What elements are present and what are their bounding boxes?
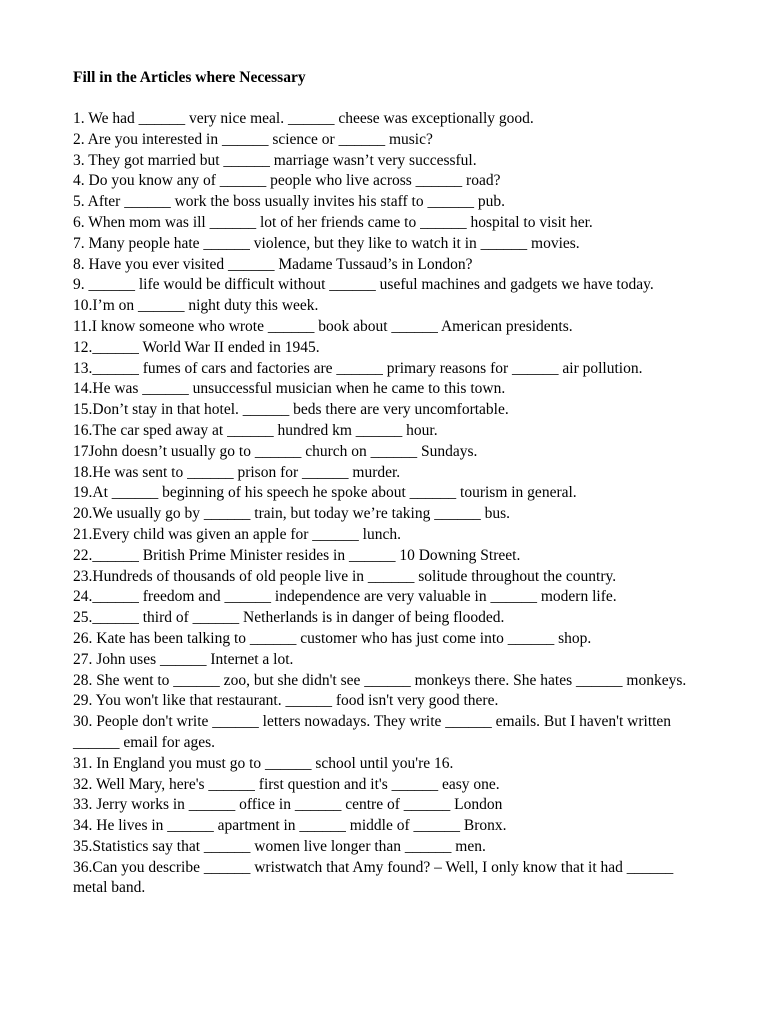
exercise-item: 3. They got married but ______ marriage wasn’t very successful. [73,151,477,169]
exercise-item: 28. She went to ______ zoo, but she didn't see ______ monkeys there. She hates ______ monkeys. [73,671,687,689]
exercise-item: 36.Can you describe ______ wristwatch that Amy found? – Well, I only know that it had ______ metal band. [73,858,674,897]
exercise-item: 26. Kate has been talking to ______ customer who has just come into ______ shop. [73,629,592,647]
exercise-item: 9. ______ life would be difficult without ______ useful machines and gadgets we have today. [73,276,654,294]
exercise-item: 34. He lives in ______ apartment in ______ middle of ______ Bronx. [73,817,507,835]
exercise-item: 27. John uses ______ Internet a lot. [73,650,294,668]
exercise-item: 16.The car sped away at ______ hundred km ______ hour. [73,421,438,439]
exercise-item: 5. After ______ work the boss usually invites his staff to ______ pub. [73,193,505,211]
exercise-item: 6. When mom was ill ______ lot of her friends came to ______ hospital to visit her. [73,213,593,231]
exercise-item: 19.At ______ beginning of his speech he spoke about ______ tourism in general. [73,484,577,502]
exercise-item: 35.Statistics say that ______ women live longer than ______ men. [73,837,486,855]
exercise-item: 25.______ third of ______ Netherlands is in danger of being flooded. [73,609,505,627]
exercise-item: 21.Every child was given an apple for ______ lunch. [73,525,401,543]
exercise-item: 15.Don’t stay in that hotel. ______ beds there are very uncomfortable. [73,401,509,419]
exercise-item: 23.Hundreds of thousands of old people live in ______ solitude throughout the country. [73,567,617,585]
exercise-item: 20.We usually go by ______ train, but today we’re taking ______ bus. [73,505,510,523]
exercise-list [73,109,693,899]
exercise-item: 32. Well Mary, here's ______ first question and it's ______ easy one. [73,775,500,793]
exercise-item: 1. We had ______ very nice meal. ______ cheese was exceptionally good. [73,110,534,127]
exercise-item: 7. Many people hate ______ violence, but they like to watch it in ______ movies. [73,234,580,252]
exercise-item: 14.He was ______ unsuccessful musician when he came to this town. [73,380,506,398]
exercise-item: 30. People don't write ______ letters nowadays. They write ______ emails. But I haven't written ______ email for ages. [73,713,672,751]
exercise-item: 2. Are you interested in ______ science or ______ music? [73,130,433,148]
exercise-item: 13.______ fumes of cars and factories are ______ primary reasons for ______ air pollution. [73,359,643,377]
exercise-item: 24.______ freedom and ______ independence are very valuable in ______ modern life. [73,588,617,606]
exercise-item: 18.He was sent to ______ prison for ______ murder. [73,463,401,481]
exercise-item: 8. Have you ever visited ______ Madame Tussaud’s in London? [73,255,473,273]
exercise-item: 17John doesn’t usually go to ______ church on ______ Sundays. [73,442,478,460]
exercise-item: 31. In England you must go to ______ school until you're 16. [73,754,454,772]
exercise-item: 29. You won't like that restaurant. ______ food isn't very good there. [73,692,499,710]
exercise-item: 11.I know someone who wrote ______ book about ______ American presidents. [73,317,573,335]
exercise-item: 10.I’m on ______ night duty this week. [73,297,319,315]
worksheet-title: Fill in the Articles where Necessary [73,69,306,86]
exercise-item: 33. Jerry works in ______ office in ______ centre of ______ London [73,796,503,814]
exercise-item: 22.______ British Prime Minister resides in ______ 10 Downing Street. [73,546,521,564]
exercise-item: 12.______ World War II ended in 1945. [73,338,320,356]
exercise-item: 4. Do you know any of ______ people who live across ______ road? [73,172,501,190]
